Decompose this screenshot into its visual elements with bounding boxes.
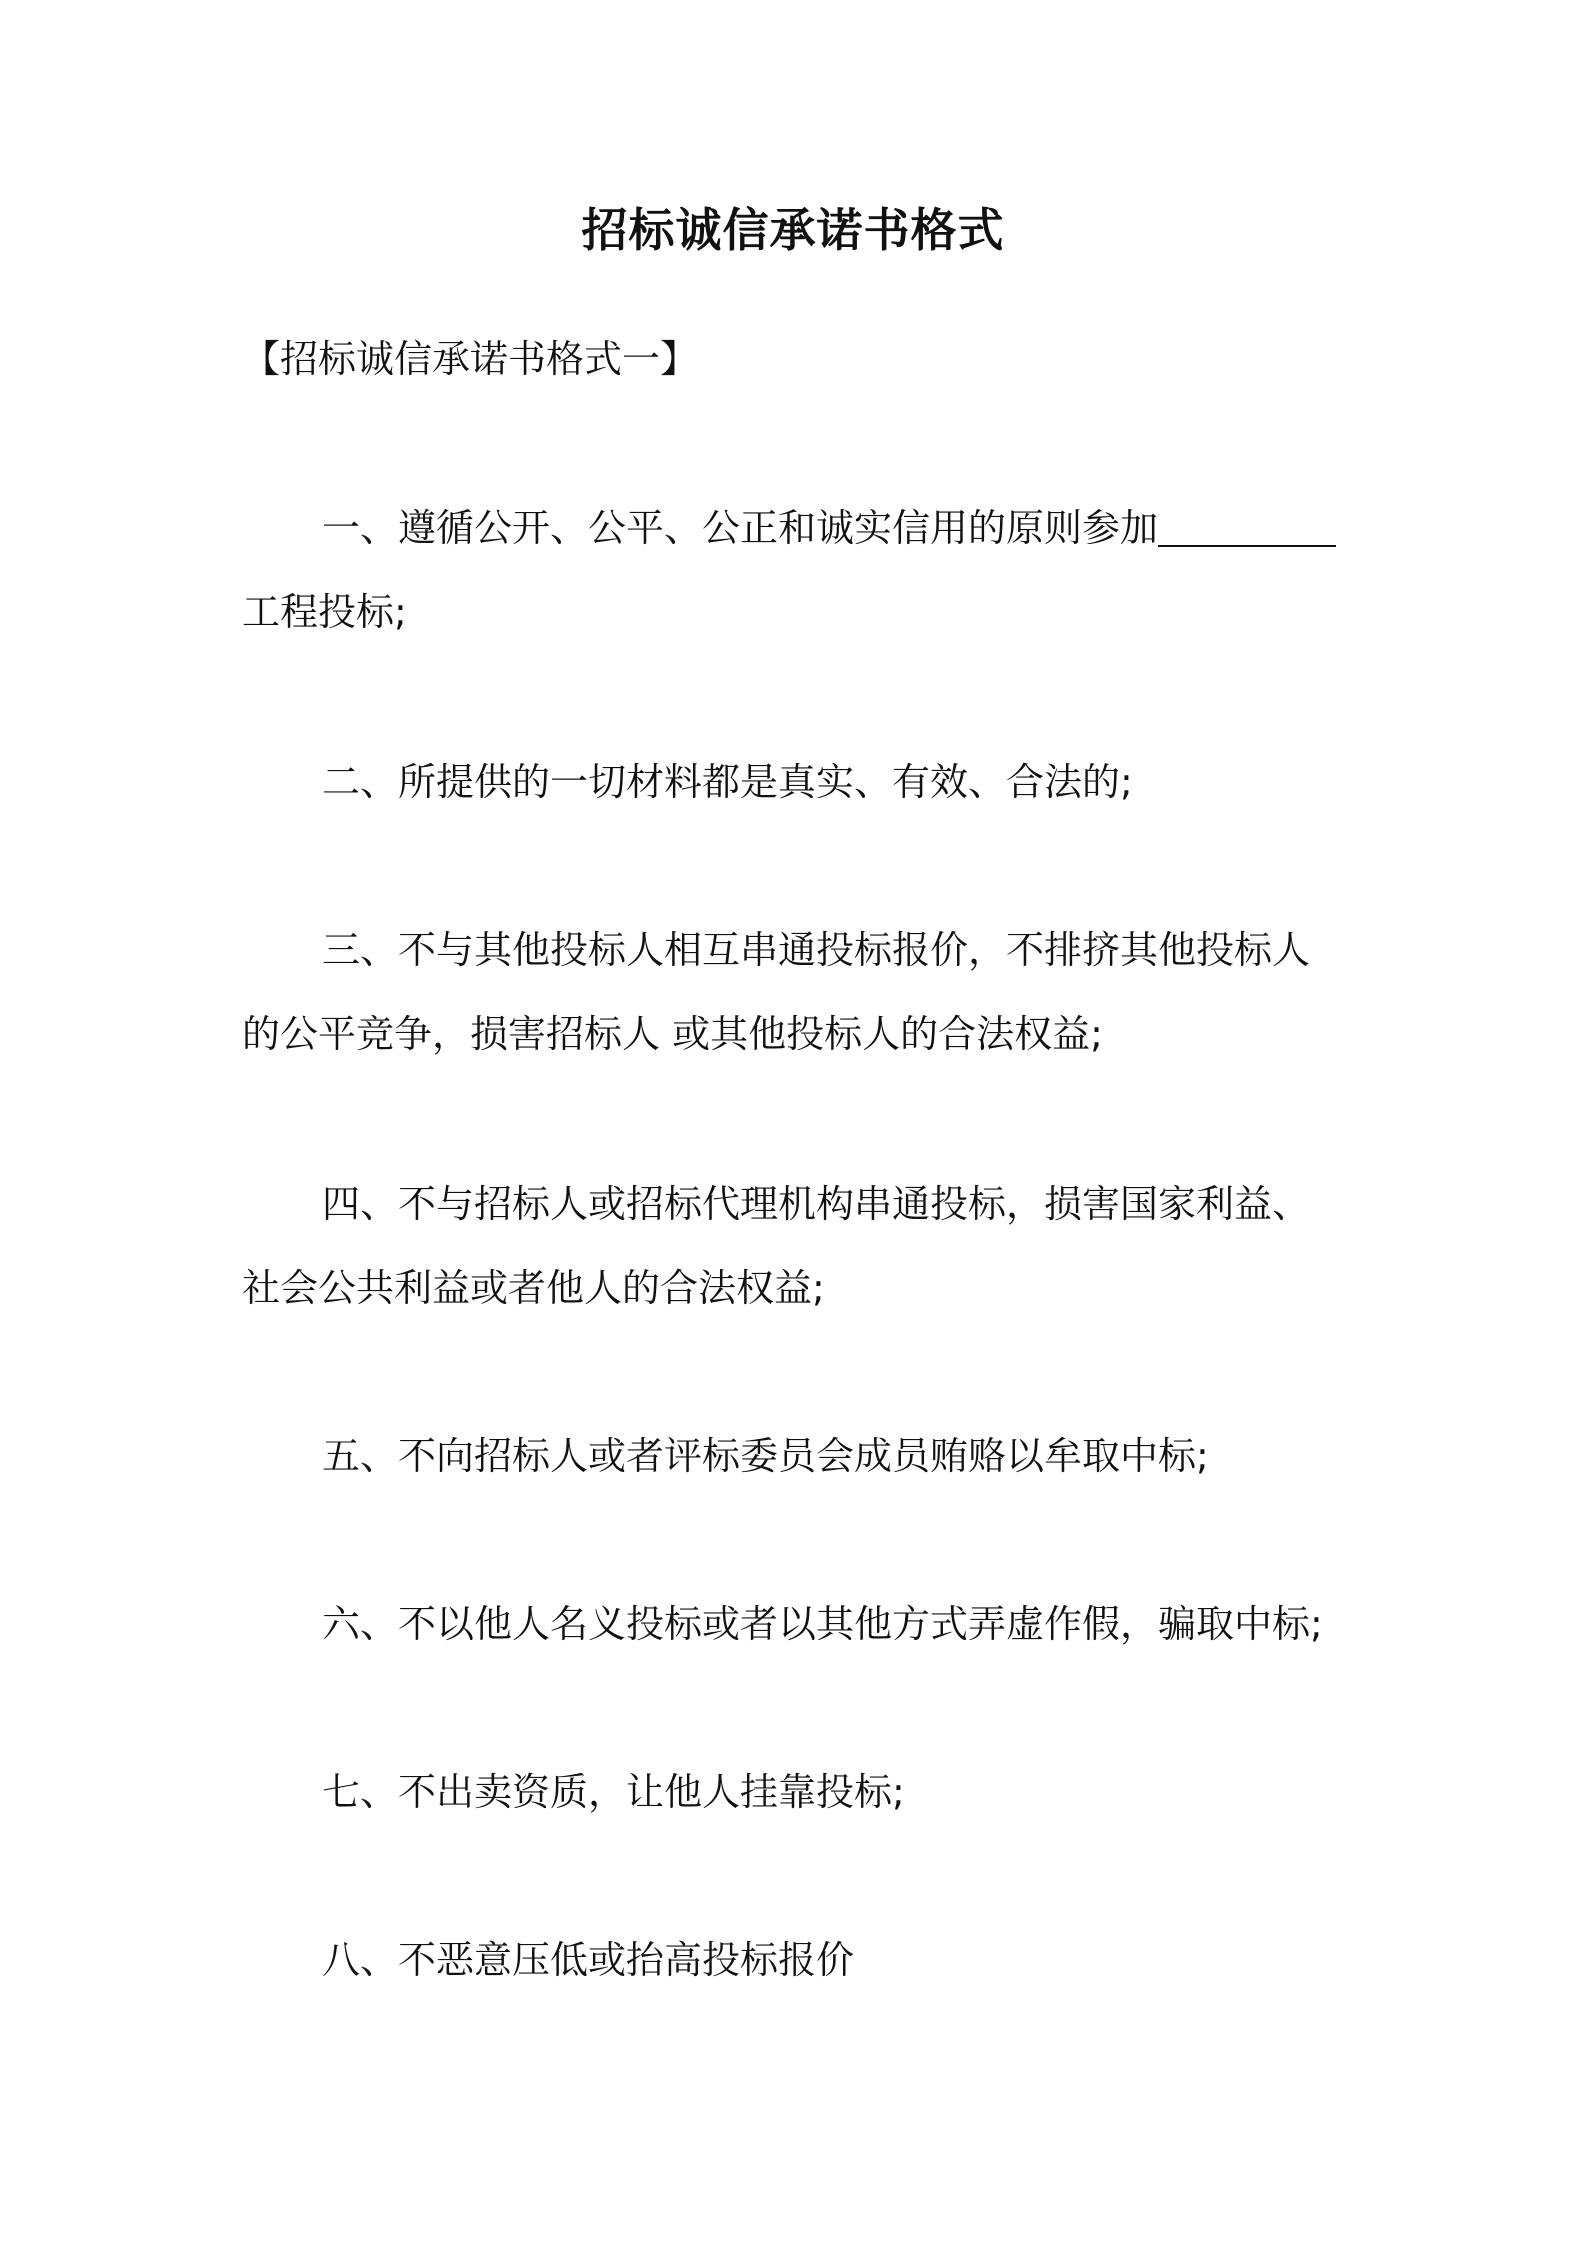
commitment-item-5: 五、不向招标人或者评标委员会成员贿赂以牟取中标; <box>322 1434 1209 1478</box>
document-title: 招标诚信承诺书格式 <box>581 203 1005 257</box>
document-subtitle: 【招标诚信承诺书格式一】 <box>242 337 699 381</box>
commitment-item-2: 二、所提供的一切材料都是真实、有效、合法的; <box>322 760 1133 804</box>
commitment-item-1-text: 一、遵循公开、公平、公正和诚实信用的原则参加 <box>322 506 1159 550</box>
commitment-item-3-line-1: 三、不与其他投标人相互串通投标报价，不排挤其他投标人 <box>322 928 1311 972</box>
commitment-item-4 <box>242 1162 1362 1330</box>
commitment-item-6: 六、不以他人名义投标或者以其他方式弄虚作假，骗取中标; <box>322 1602 1323 1646</box>
commitment-item-3 <box>242 908 1362 1076</box>
commitment-item-3-line-2: 的公平竞争，损害招标人 或其他投标人的合法权益; <box>242 1012 1103 1056</box>
commitment-item-1 <box>242 486 1362 654</box>
commitment-item-7: 七、不出卖资质，让他人挂靠投标; <box>322 1770 905 1814</box>
commitment-item-1-continuation: 工程投标; <box>242 590 407 634</box>
commitment-item-4-line-2: 社会公共利益或者他人的合法权益; <box>242 1266 825 1310</box>
commitment-item-4-line-1: 四、不与招标人或招标代理机构串通投标，损害国家利益、 <box>322 1182 1311 1226</box>
fill-in-blank <box>1158 505 1336 547</box>
commitment-item-8: 八、不恶意压低或抬高投标报价 <box>322 1938 855 1982</box>
